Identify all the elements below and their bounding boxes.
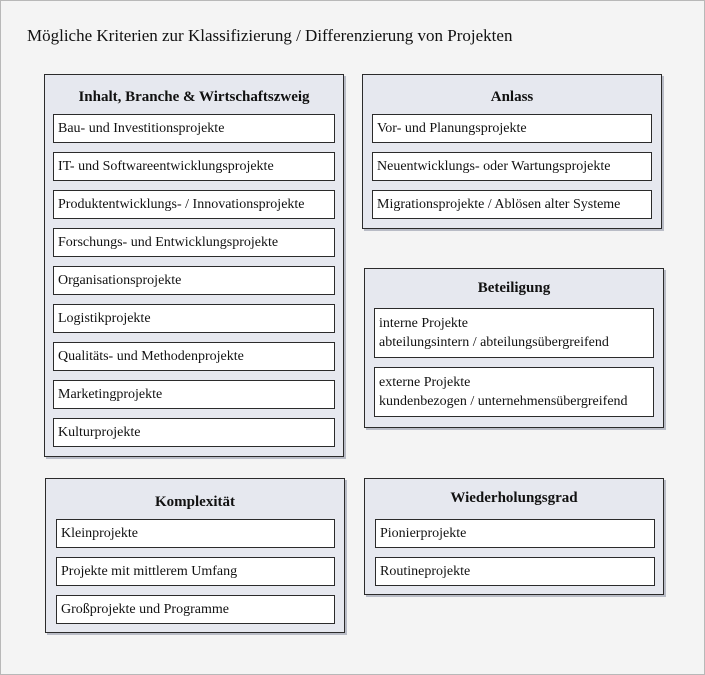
list-item <box>374 308 654 358</box>
list-item: Organisationsprojekte <box>53 266 335 295</box>
list-item-line: externe Projekte <box>379 375 471 390</box>
panel-beteiligung <box>364 268 664 428</box>
list-item: Kulturprojekte <box>53 418 335 447</box>
list-item: Pionierprojekte <box>375 519 655 548</box>
panel-beteiligung-title: Beteiligung <box>477 280 551 296</box>
list-item: Produktentwicklungs- / Innovationsprojekte <box>53 190 335 219</box>
list-item: Forschungs- und Entwicklungsprojekte <box>53 228 335 257</box>
list-item: Großprojekte und Programme <box>56 595 335 624</box>
panel-inhalt <box>44 74 344 457</box>
list-item: Marketingprojekte <box>53 380 335 409</box>
list-item: Migrationsprojekte / Ablösen alter Systeme <box>372 190 652 219</box>
panel-anlass <box>362 74 662 229</box>
panel-anlass-title: Anlass <box>490 89 534 105</box>
panel-komplexitaet-title: Komplexität <box>155 494 235 510</box>
list-item: Routineprojekte <box>375 557 655 586</box>
list-item-line: kundenbezogen / unternehmensübergreifend <box>379 394 628 409</box>
diagram-title: Mögliche Kriterien zur Klassifizierung / Differenzierung von Projekten <box>27 26 513 45</box>
list-item: Bau- und Investitionsprojekte <box>53 114 335 143</box>
list-item: Logistikprojekte <box>53 304 335 333</box>
list-item: Neuentwicklungs- oder Wartungsprojekte <box>372 152 652 181</box>
panel-wiederholungsgrad <box>364 478 664 595</box>
list-item-line: abteilungsintern / abteilungsübergreifend <box>379 335 609 350</box>
list-item: Kleinprojekte <box>56 519 335 548</box>
list-item: IT- und Softwareentwicklungsprojekte <box>53 152 335 181</box>
panel-inhalt-title: Inhalt, Branche & Wirtschaftszweig <box>78 89 310 105</box>
list-item: Qualitäts- und Methodenprojekte <box>53 342 335 371</box>
panel-wiederholungsgrad-title: Wiederholungsgrad <box>450 490 578 506</box>
list-item: Vor- und Planungsprojekte <box>372 114 652 143</box>
list-item: Projekte mit mittlerem Umfang <box>56 557 335 586</box>
list-item-line: interne Projekte <box>379 316 469 331</box>
panel-komplexitaet <box>45 478 345 633</box>
list-item <box>374 367 654 417</box>
